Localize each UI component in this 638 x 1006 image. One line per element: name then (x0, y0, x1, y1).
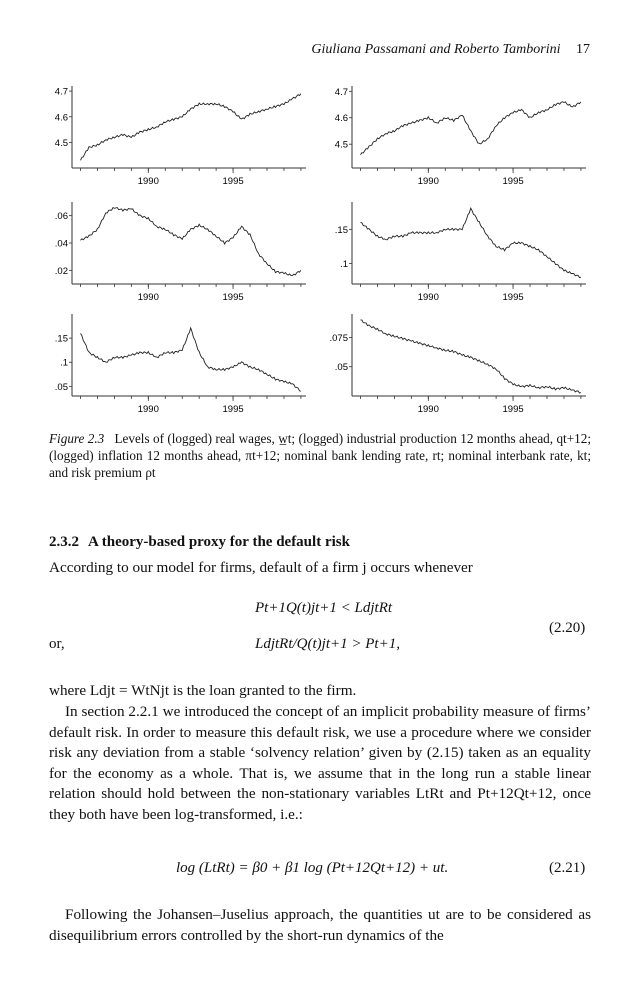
y-tick-label: .02 (54, 265, 68, 277)
y-tick-label: .1 (60, 357, 68, 369)
y-tick-label: 4.6 (334, 113, 348, 125)
x-tick-label: 1995 (222, 176, 244, 187)
chart-risk-premium (330, 310, 590, 418)
where-line: where Ldjt = WtNjt is the loan granted to the firm. (49, 682, 357, 699)
x-tick-label: 1995 (222, 404, 244, 415)
y-tick-label: .04 (54, 238, 68, 250)
y-tick-label: .15 (334, 224, 348, 236)
paragraph-2: Following the Johansen–Juselius approach, the quantities ut are to be considered as disequilibrium errors controlled by the short-run dynamics of the (49, 906, 591, 944)
header-authors: Giuliana Passamani and Roberto Tamborini (311, 42, 561, 57)
figure-caption-text: Levels of (logged) real wages, w̲t; (logged) industrial production 12 months ahead, qt+12; (logged) inflation 12 months ahead, πt+12; nominal bank lending rate, rt; nominal interbank rate, kt; and risk premium ρt (49, 431, 592, 480)
series-line-q (361, 102, 581, 155)
x-tick-label: 1995 (222, 292, 244, 303)
x-tick-label: 1990 (417, 404, 439, 415)
series-line-rho (361, 320, 581, 393)
y-tick-label: .1 (340, 259, 348, 270)
section-title: A theory-based proxy for the default risk (88, 534, 350, 550)
series-line-pi (81, 208, 301, 276)
equation-2-20-line2: LdjtRt/Q(t)jt+1 > Pt+1, (255, 636, 400, 652)
x-tick-label: 1995 (502, 404, 524, 415)
y-tick-label: .15 (54, 333, 68, 345)
x-tick-label: 1990 (137, 176, 159, 187)
section-number: 2.3.2 (49, 534, 79, 550)
y-tick-label: .05 (334, 362, 348, 374)
x-tick-label: 1995 (502, 292, 524, 303)
series-line-k (81, 328, 301, 391)
chart-industrial-production (330, 82, 590, 190)
chart-interbank-rate (50, 310, 310, 418)
y-tick-label: 4.7 (334, 86, 348, 98)
y-tick-label: .05 (54, 381, 68, 393)
equation-2-20-label: (2.20) (549, 620, 586, 636)
x-tick-label: 1995 (502, 176, 524, 187)
x-tick-label: 1990 (417, 176, 439, 187)
x-tick-label: 1990 (137, 404, 159, 415)
y-tick-label: 4.5 (54, 137, 68, 149)
figure-label: Figure 2.3 (49, 431, 105, 446)
paragraph-1: In section 2.2.1 we introduced the concept of an implicit probability measure of firms’ default risk. In order to measure this default risk, we use a procedure where we consider risk any deviation from a stable ‘solvency relation’ given by (2.15) taken as an equality for the economy as a whole. That is, we assume that in the long run a stable linear relation should hold between the non-stationary variables LtRt and Pt+12Qt+12, once they both have been log-transformed, i.e.: (49, 703, 591, 823)
equation-2-20-line1: Pt+1Q(t)jt+1 < LdjtRt (255, 600, 393, 616)
x-tick-label: 1990 (417, 292, 439, 303)
chart-real-wages (50, 82, 310, 190)
page-number: 17 (576, 42, 590, 57)
series-line-w (81, 94, 301, 161)
equation-2-21-label: (2.21) (549, 860, 586, 876)
y-tick-label: 4.7 (54, 86, 68, 98)
chart-lending-rate (330, 198, 590, 306)
series-line-r (361, 208, 581, 277)
x-tick-label: 1990 (137, 292, 159, 303)
equation-2-20-or: or, (49, 636, 65, 652)
equation-2-21: log (LtRt) = β0 + β1 log (Pt+12Qt+12) + ut. (176, 860, 449, 876)
y-tick-label: 4.5 (334, 139, 348, 151)
running-header (311, 42, 590, 58)
intro-sentence: According to our model for firms, default of a firm j occurs whenever (49, 559, 473, 576)
figure-caption (49, 430, 591, 481)
section-heading (49, 534, 350, 551)
chart-inflation (50, 198, 310, 306)
y-tick-label: 4.6 (54, 112, 68, 124)
y-tick-label: .06 (54, 211, 68, 223)
y-tick-label: .075 (329, 332, 348, 344)
